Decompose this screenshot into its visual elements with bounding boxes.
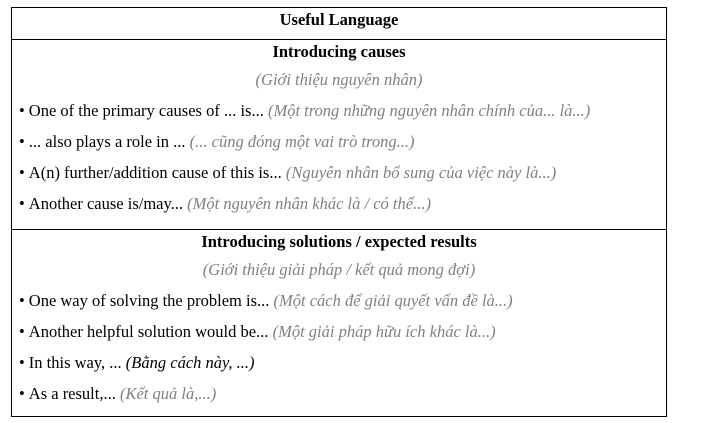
phrase-text: One way of solving the problem is... [28, 291, 270, 310]
bullet-icon: • [19, 101, 25, 120]
phrase-translation: (Kết quả là,...) [119, 384, 217, 403]
bullet-icon: • [19, 322, 25, 341]
phrase-text: In this way, ... [28, 353, 122, 372]
phrase-translation: (Một giải pháp hữu ích khác là...) [272, 322, 496, 341]
list-item [12, 128, 666, 159]
phrase-text: A(n) further/addition cause of this is... [28, 163, 282, 182]
bullet-icon: • [19, 132, 25, 151]
bullet-icon: • [19, 384, 25, 403]
section-subheading: (Giới thiệu giải pháp / kết quả mong đợi) [202, 260, 476, 279]
section-heading: Introducing solutions / expected results [201, 232, 477, 251]
bullet-icon: • [19, 194, 25, 213]
list-item [12, 159, 666, 190]
phrase-translation: (... cũng đóng một vai trò trong...) [189, 132, 415, 151]
section-subheading: (Giới thiệu nguyên nhân) [255, 70, 423, 89]
section-introducing-causes [12, 40, 666, 230]
phrase-translation: (Một nguyên nhân khác là / có thể...) [187, 194, 431, 213]
phrase-text: ... also plays a role in ... [28, 132, 186, 151]
phrase-translation: (Một trong những nguyên nhân chính của... là...) [267, 101, 591, 120]
phrase-translation: (Bằng cách này, ...) [125, 353, 255, 372]
phrase-text: Another cause is/may... [28, 194, 184, 213]
bullet-icon: • [19, 353, 25, 372]
list-item [12, 287, 666, 318]
list-item [12, 97, 666, 128]
phrase-text: As a result,... [28, 384, 116, 403]
list-item [12, 349, 666, 380]
list-item [12, 380, 666, 411]
phrase-text: One of the primary causes of ... is... [28, 101, 264, 120]
section-heading: Introducing causes [272, 42, 406, 61]
list-item [12, 190, 666, 221]
section-introducing-solutions [12, 230, 666, 416]
table-title: Useful Language [12, 8, 666, 40]
useful-language-table [11, 7, 667, 417]
phrase-translation: (Nguyên nhân bổ sung của việc này là...) [285, 163, 557, 182]
phrase-text: Another helpful solution would be... [28, 322, 269, 341]
bullet-icon: • [19, 163, 25, 182]
list-item [12, 318, 666, 349]
phrase-translation: (Một cách để giải quyết vấn đề là...) [273, 291, 513, 310]
bullet-icon: • [19, 291, 25, 310]
